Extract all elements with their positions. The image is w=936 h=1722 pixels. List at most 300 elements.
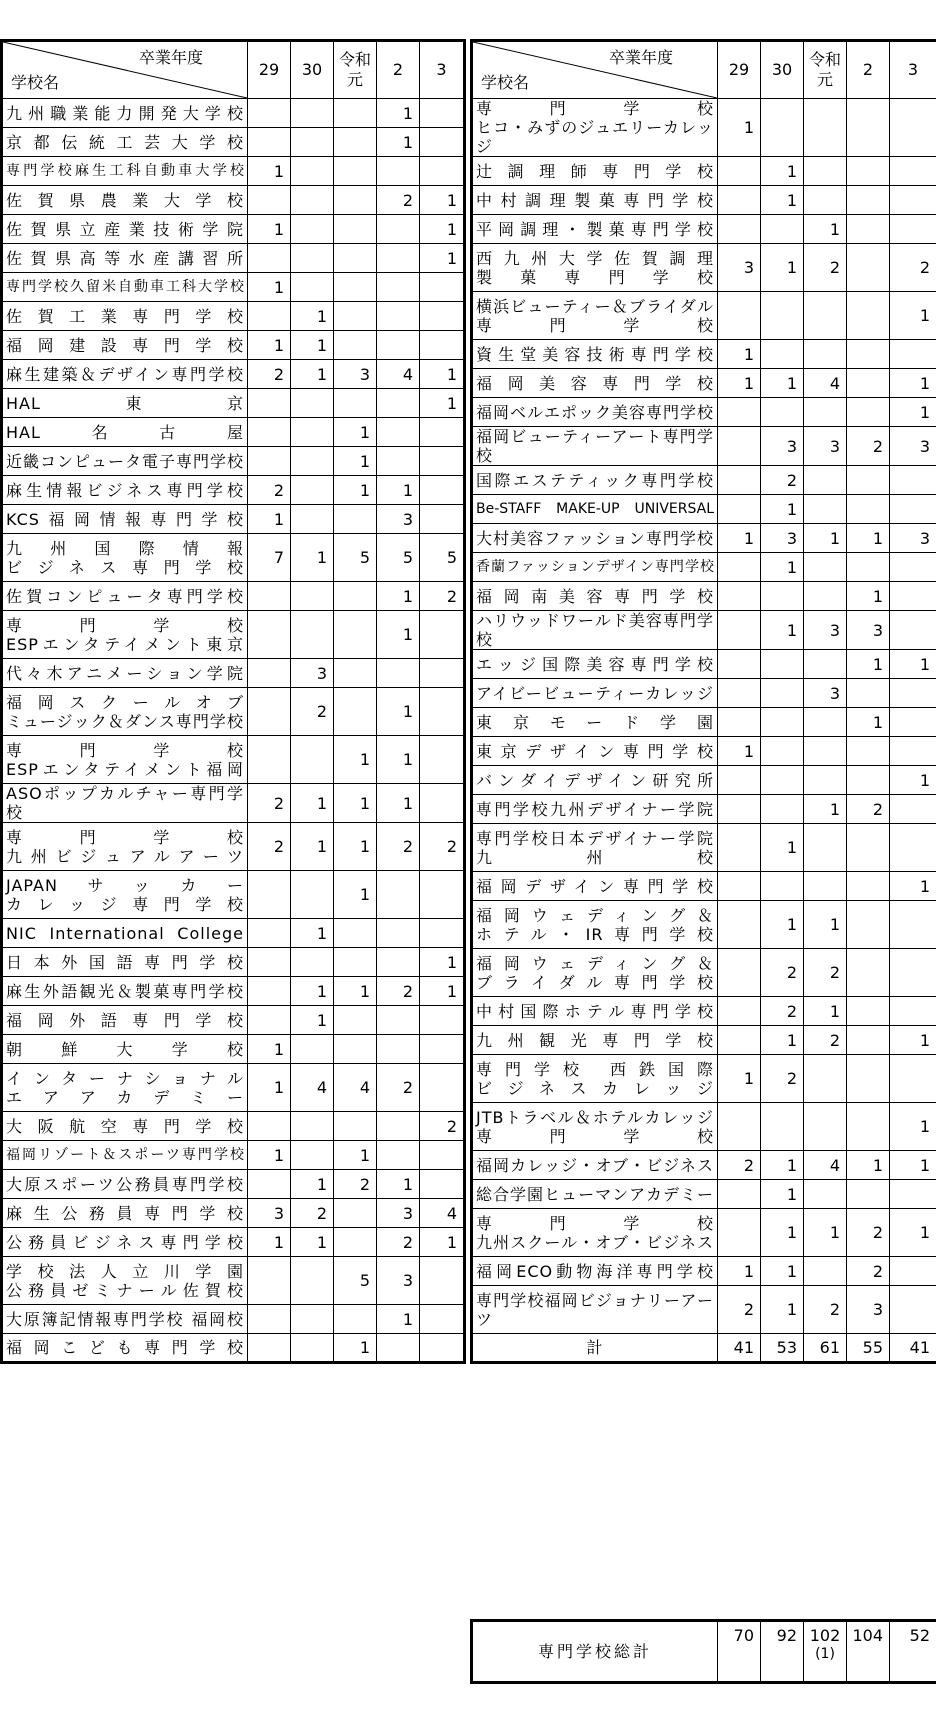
- school-name: [472, 708, 718, 737]
- school-name: [472, 1055, 718, 1103]
- count-cell: 3: [847, 611, 890, 650]
- count-cell: [420, 688, 465, 736]
- count-cell: 1: [761, 244, 804, 292]
- table-row: [472, 495, 936, 524]
- count-cell: [334, 1006, 377, 1035]
- school-name-line: 福岡ウェディング＆: [476, 953, 714, 973]
- grand-total-2: 104: [847, 1621, 890, 1683]
- count-cell: 2: [847, 427, 890, 466]
- school-name: [472, 398, 718, 427]
- school-name-line: 福岡ベルエポック美容専門学校: [476, 402, 715, 422]
- count-cell: 1: [420, 186, 465, 215]
- count-cell: [804, 292, 847, 340]
- school-name-line: 専門学校九州デザイナー学院: [476, 799, 714, 819]
- table-row: [472, 244, 936, 292]
- count-cell: 1: [377, 476, 420, 505]
- count-cell: 1: [761, 1286, 804, 1334]
- count-cell: 1: [718, 99, 761, 157]
- count-cell: 1: [248, 215, 291, 244]
- count-cell: [761, 872, 804, 901]
- school-name-line: KCS福岡情報専門学校: [6, 509, 244, 529]
- count-cell: [248, 736, 291, 784]
- school-name-line: 麻生公務員専門学校: [6, 1203, 244, 1223]
- count-cell: [718, 582, 761, 611]
- count-cell: 1: [761, 186, 804, 215]
- school-name-line: 福岡南美容専門学校: [476, 586, 714, 606]
- count-cell: [761, 99, 804, 157]
- count-cell: [420, 1257, 465, 1305]
- count-cell: [248, 919, 291, 948]
- school-name-line: インターナショナル: [6, 1068, 244, 1088]
- count-cell: 1: [804, 1209, 847, 1257]
- count-cell: 4: [420, 1199, 465, 1228]
- count-cell: [377, 871, 420, 919]
- count-cell: 1: [761, 1257, 804, 1286]
- count-cell: 2: [761, 949, 804, 997]
- count-cell: [804, 1180, 847, 1209]
- count-cell: 1: [718, 737, 761, 766]
- count-cell: 2: [377, 823, 420, 871]
- grand-total-row: [472, 1621, 936, 1683]
- count-cell: 3: [377, 505, 420, 534]
- school-name-line: 総合学園ヒューマンアカデミー: [476, 1184, 714, 1204]
- school-name-line: 専門学校: [476, 99, 714, 118]
- count-cell: [847, 766, 890, 795]
- school-name: [2, 659, 248, 688]
- count-cell: [804, 1257, 847, 1286]
- table-row: [2, 582, 465, 611]
- school-name: [472, 340, 718, 369]
- count-cell: [890, 1055, 936, 1103]
- count-cell: 1: [334, 977, 377, 1006]
- school-name-line: 専門学校: [476, 1126, 714, 1146]
- table-row: [2, 157, 465, 186]
- school-name: [472, 292, 718, 340]
- count-cell: [334, 1305, 377, 1334]
- count-cell: [804, 1055, 847, 1103]
- count-cell: [291, 1141, 334, 1170]
- count-cell: [847, 901, 890, 949]
- count-cell: 2: [890, 244, 936, 292]
- count-cell: 1: [761, 611, 804, 650]
- count-cell: [890, 495, 936, 524]
- count-cell: 1: [890, 398, 936, 427]
- table-row: [2, 1006, 465, 1035]
- school-name-line: 麻生情報ビジネス専門学校: [6, 480, 244, 500]
- count-cell: [890, 215, 936, 244]
- count-cell: 2: [248, 476, 291, 505]
- count-cell: 2: [804, 1026, 847, 1055]
- count-cell: [847, 1026, 890, 1055]
- school-name: [2, 977, 248, 1006]
- count-cell: [420, 1141, 465, 1170]
- count-cell: [377, 659, 420, 688]
- count-cell: [761, 650, 804, 679]
- count-cell: [248, 302, 291, 331]
- count-cell: [761, 340, 804, 369]
- school-name-line: 中村国際ホテル専門学校: [476, 1001, 714, 1021]
- count-cell: 1: [334, 418, 377, 447]
- table-row: [472, 766, 936, 795]
- count-cell: [248, 948, 291, 977]
- school-name-line: ブライダル専門学校: [476, 972, 714, 992]
- count-cell: [847, 340, 890, 369]
- count-cell: [847, 215, 890, 244]
- count-cell: [248, 1006, 291, 1035]
- school-name: [2, 1035, 248, 1064]
- count-cell: [248, 447, 291, 476]
- count-cell: 41: [718, 1334, 761, 1363]
- school-name-line: 代々木アニメーション学院: [6, 663, 244, 683]
- school-name: [472, 495, 718, 524]
- count-cell: [420, 1035, 465, 1064]
- school-name: [2, 447, 248, 476]
- school-name: [472, 553, 718, 582]
- count-cell: [420, 1305, 465, 1334]
- school-name: [472, 427, 718, 466]
- school-name-line: 学校法人立川学園: [6, 1261, 244, 1281]
- school-name: [472, 611, 718, 650]
- count-cell: 3: [890, 524, 936, 553]
- school-name: [2, 360, 248, 389]
- count-cell: [761, 1103, 804, 1151]
- count-cell: [761, 215, 804, 244]
- table-row: [472, 737, 936, 766]
- school-name: [472, 186, 718, 215]
- count-cell: 1: [761, 1026, 804, 1055]
- reiwa-line2: 元: [346, 70, 363, 89]
- count-cell: 1: [761, 553, 804, 582]
- count-cell: [377, 389, 420, 418]
- count-cell: [718, 1103, 761, 1151]
- count-cell: [804, 872, 847, 901]
- count-cell: [890, 99, 936, 157]
- table-row: [2, 977, 465, 1006]
- school-name-line: ASOポップカルチャー専門学校: [6, 784, 244, 822]
- school-name-line: 専門学校: [476, 1213, 714, 1233]
- table-row: [2, 1305, 465, 1334]
- count-cell: [291, 948, 334, 977]
- table-row: [2, 1035, 465, 1064]
- count-cell: [420, 157, 465, 186]
- school-name: [472, 737, 718, 766]
- school-name-line: ツ: [476, 1309, 494, 1329]
- count-cell: [718, 427, 761, 466]
- reiwa-line2: 元: [816, 70, 833, 89]
- school-name: [2, 1141, 248, 1170]
- count-cell: [377, 302, 420, 331]
- count-cell: [291, 1305, 334, 1334]
- count-cell: [761, 679, 804, 708]
- count-cell: 4: [377, 360, 420, 389]
- count-cell: 3: [334, 360, 377, 389]
- table-row: [2, 418, 465, 447]
- count-cell: 1: [804, 795, 847, 824]
- count-cell: 1: [291, 977, 334, 1006]
- school-name-line: 大村美容ファッション専門学校: [476, 528, 714, 548]
- school-name: [472, 997, 718, 1026]
- school-name-line: 麻生外語観光＆製菓専門学校: [6, 981, 244, 1001]
- count-cell: [420, 1170, 465, 1199]
- count-cell: [761, 582, 804, 611]
- count-cell: 1: [248, 1035, 291, 1064]
- count-cell: [718, 901, 761, 949]
- count-cell: 1: [718, 340, 761, 369]
- school-name: [472, 215, 718, 244]
- count-cell: [334, 1112, 377, 1141]
- count-cell: 1: [420, 1228, 465, 1257]
- count-cell: [377, 1141, 420, 1170]
- school-name-line: 専門学校: [6, 740, 244, 760]
- count-cell: [718, 398, 761, 427]
- count-cell: [291, 186, 334, 215]
- table-row: [472, 795, 936, 824]
- school-name-line: 福岡こども専門学校: [6, 1338, 244, 1357]
- count-cell: 1: [291, 1006, 334, 1035]
- grand-total-table: [470, 1619, 936, 1684]
- table-row: [2, 302, 465, 331]
- school-name: [2, 1334, 248, 1363]
- count-cell: [847, 1180, 890, 1209]
- school-name-line: 九州ビジュアルアーツ: [6, 846, 244, 866]
- table-row: [2, 244, 465, 273]
- count-cell: [804, 1103, 847, 1151]
- count-cell: [420, 1064, 465, 1112]
- grand-total-29: 70: [718, 1621, 761, 1683]
- count-cell: [420, 659, 465, 688]
- count-cell: [248, 244, 291, 273]
- school-name: [2, 688, 248, 736]
- school-label: 学校名: [481, 73, 530, 92]
- count-cell: [718, 495, 761, 524]
- table-row: [2, 1112, 465, 1141]
- table-row: [472, 1334, 936, 1363]
- count-cell: 1: [890, 1151, 936, 1180]
- count-cell: [718, 466, 761, 495]
- count-cell: [890, 553, 936, 582]
- school-name-line: 福岡ECO動物海洋専門学校: [476, 1261, 714, 1281]
- count-cell: [291, 1112, 334, 1141]
- count-cell: 1: [804, 997, 847, 1026]
- count-cell: [377, 331, 420, 360]
- count-cell: [420, 611, 465, 659]
- school-name-line: 福岡リゾート＆スポーツ専門学校: [6, 1146, 244, 1163]
- school-name: [2, 418, 248, 447]
- count-cell: [248, 611, 291, 659]
- school-name-line: 九州職業能力開発大学校: [6, 103, 244, 123]
- count-cell: [334, 611, 377, 659]
- count-cell: [847, 553, 890, 582]
- school-name-line: ビジネス専門学校: [6, 557, 244, 577]
- count-cell: [718, 1209, 761, 1257]
- school-name-line: 九州スクール・オブ・ビジネス: [476, 1232, 714, 1252]
- school-name-line: 平岡調理・製菓専門学校: [476, 219, 714, 239]
- school-name: [472, 824, 718, 872]
- count-cell: [248, 128, 291, 157]
- count-cell: 1: [847, 650, 890, 679]
- count-cell: 1: [890, 1209, 936, 1257]
- count-cell: [334, 1228, 377, 1257]
- count-cell: 3: [761, 524, 804, 553]
- count-cell: 1: [890, 1103, 936, 1151]
- count-cell: 1: [334, 823, 377, 871]
- school-name-line: 福岡デザイン専門学校: [476, 876, 714, 896]
- count-cell: 3: [248, 1199, 291, 1228]
- school-name: [2, 1228, 248, 1257]
- count-cell: 1: [248, 331, 291, 360]
- count-cell: [334, 389, 377, 418]
- school-name: [472, 872, 718, 901]
- school-name-line: 製菓専門学校: [476, 267, 714, 287]
- count-cell: 5: [334, 534, 377, 582]
- count-cell: [420, 99, 465, 128]
- count-cell: 1: [377, 784, 420, 823]
- school-name: [2, 157, 248, 186]
- school-name-line: JAPANサッカー: [6, 875, 244, 895]
- count-cell: [334, 688, 377, 736]
- count-cell: 2: [291, 688, 334, 736]
- school-name-line: 専門学校福岡ビジョナリーアー: [476, 1290, 714, 1310]
- count-cell: [334, 331, 377, 360]
- table-row: [2, 1141, 465, 1170]
- count-cell: [718, 949, 761, 997]
- count-cell: [334, 1199, 377, 1228]
- count-cell: [377, 1035, 420, 1064]
- school-name-line: 専門学校: [476, 315, 714, 335]
- count-cell: 7: [248, 534, 291, 582]
- count-cell: [804, 650, 847, 679]
- count-cell: 1: [291, 823, 334, 871]
- count-cell: 1: [377, 1305, 420, 1334]
- count-cell: 1: [377, 99, 420, 128]
- count-cell: [847, 466, 890, 495]
- count-cell: [847, 398, 890, 427]
- table-row: [2, 99, 465, 128]
- table-row: [472, 1209, 936, 1257]
- count-cell: [334, 128, 377, 157]
- count-cell: 3: [890, 427, 936, 466]
- count-cell: [847, 737, 890, 766]
- table-row: [2, 1228, 465, 1257]
- count-cell: 1: [804, 524, 847, 553]
- table-row: [2, 389, 465, 418]
- count-cell: [291, 476, 334, 505]
- count-cell: [420, 1334, 465, 1363]
- count-cell: [248, 1170, 291, 1199]
- left-table: [0, 39, 466, 1364]
- count-cell: [890, 340, 936, 369]
- count-cell: [890, 679, 936, 708]
- school-name-line: 大阪航空専門学校: [6, 1116, 244, 1136]
- count-cell: 3: [804, 679, 847, 708]
- count-cell: [334, 582, 377, 611]
- count-cell: 2: [377, 977, 420, 1006]
- count-cell: [248, 1334, 291, 1363]
- grand-total-label: 専門学校総計: [472, 1621, 718, 1683]
- school-name-line: 近畿コンピュータ電子専門学校: [6, 451, 245, 471]
- school-name-line: ビジネスカレッジ: [476, 1078, 714, 1098]
- count-cell: [718, 872, 761, 901]
- school-name: [472, 1257, 718, 1286]
- count-cell: [377, 157, 420, 186]
- school-name: [2, 273, 248, 302]
- count-cell: 1: [291, 919, 334, 948]
- count-cell: [804, 553, 847, 582]
- count-cell: 1: [890, 292, 936, 340]
- table-row: [472, 997, 936, 1026]
- school-name: [472, 1103, 718, 1151]
- count-cell: 2: [248, 823, 291, 871]
- school-name-line: 東京モード学園: [476, 712, 714, 732]
- count-cell: 5: [377, 534, 420, 582]
- count-cell: 2: [377, 1064, 420, 1112]
- year-label: 卒業年度: [138, 48, 203, 67]
- school-name: [472, 1209, 718, 1257]
- count-cell: [377, 215, 420, 244]
- school-name-line: NIC International College: [6, 923, 244, 943]
- table-row: [2, 331, 465, 360]
- count-cell: 1: [334, 1334, 377, 1363]
- count-cell: [420, 418, 465, 447]
- school-name-line: 中村調理製菓専門学校: [476, 190, 714, 210]
- table-row: [2, 447, 465, 476]
- right-header-corner: [472, 41, 718, 99]
- school-name: [472, 795, 718, 824]
- table-row: [2, 534, 465, 582]
- school-name-line: 専門学校: [6, 615, 244, 635]
- school-name: [472, 1026, 718, 1055]
- table-row: [472, 1026, 936, 1055]
- table-row: [2, 1257, 465, 1305]
- year-header-3: 3: [420, 41, 465, 99]
- table-row: [2, 186, 465, 215]
- count-cell: 2: [248, 360, 291, 389]
- school-name-line: 資生堂美容技術専門学校: [476, 344, 714, 364]
- count-cell: [890, 1286, 936, 1334]
- count-cell: [847, 1103, 890, 1151]
- count-cell: 1: [377, 582, 420, 611]
- grand-total-reiwa-value: 102: [809, 1626, 841, 1645]
- count-cell: 3: [377, 1257, 420, 1305]
- table-row: [472, 1151, 936, 1180]
- school-name-line: 専門学校日本デザイナー学院: [476, 828, 714, 848]
- count-cell: [804, 186, 847, 215]
- count-cell: 1: [890, 766, 936, 795]
- count-cell: 41: [890, 1334, 936, 1363]
- count-cell: [890, 795, 936, 824]
- count-cell: [890, 1180, 936, 1209]
- school-name: [472, 524, 718, 553]
- count-cell: [718, 186, 761, 215]
- school-label: 学校名: [11, 73, 60, 92]
- count-cell: 3: [718, 244, 761, 292]
- school-name-line: ミュージック＆ダンス専門学校: [6, 711, 244, 731]
- count-cell: 1: [718, 369, 761, 398]
- school-name: [2, 784, 248, 823]
- right-table-body: [472, 41, 936, 1363]
- year-header-2: 2: [377, 41, 420, 99]
- count-cell: [890, 949, 936, 997]
- count-cell: 1: [291, 1170, 334, 1199]
- year-header-2: 2: [847, 41, 890, 99]
- school-name-line: 大原簿記情報専門学校 福岡校: [6, 1309, 244, 1329]
- count-cell: 5: [420, 534, 465, 582]
- school-name: [2, 244, 248, 273]
- table-row: [472, 708, 936, 737]
- count-cell: [804, 582, 847, 611]
- table-row: [472, 1103, 936, 1151]
- count-cell: [890, 582, 936, 611]
